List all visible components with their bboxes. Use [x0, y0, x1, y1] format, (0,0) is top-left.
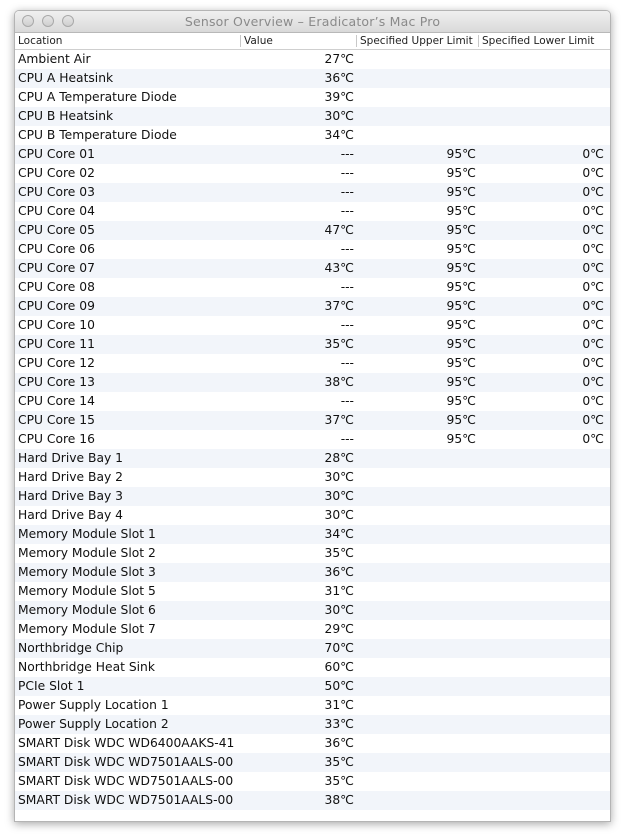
location-cell: Hard Drive Bay 2 [18, 470, 124, 484]
upper-limit-cell: 95℃ [446, 318, 476, 332]
value-cell: 37℃ [324, 413, 354, 427]
location-cell: SMART Disk WDC WD7501AALS-00 [18, 793, 234, 807]
table-row[interactable] [15, 772, 610, 791]
window-title: Sensor Overview – Eradicator’s Mac Pro [184, 14, 441, 29]
location-cell: Memory Module Slot 3 [18, 565, 156, 579]
table-row[interactable] [15, 240, 610, 259]
table-row[interactable] [15, 88, 610, 107]
value-cell: --- [340, 204, 354, 218]
value-cell: --- [340, 394, 354, 408]
value-cell: 30℃ [324, 508, 354, 522]
location-cell: CPU Core 06 [18, 242, 95, 256]
table-row[interactable] [15, 221, 610, 240]
lower-limit-cell: 0℃ [582, 166, 604, 180]
table-row[interactable] [15, 696, 610, 715]
value-cell: 36℃ [324, 71, 354, 85]
table-row[interactable] [15, 715, 610, 734]
lower-limit-cell: 0℃ [582, 280, 604, 294]
value-cell: 33℃ [324, 717, 354, 731]
value-cell: 31℃ [324, 584, 354, 598]
table-row[interactable] [15, 411, 610, 430]
table-row[interactable] [15, 544, 610, 563]
table-row[interactable] [15, 677, 610, 696]
table-row[interactable] [15, 392, 610, 411]
table-row[interactable] [15, 449, 610, 468]
table-row[interactable] [15, 50, 610, 69]
location-cell: SMART Disk WDC WD7501AALS-00 [18, 755, 234, 769]
upper-limit-cell: 95℃ [446, 432, 476, 446]
location-cell: CPU Core 09 [18, 299, 95, 313]
value-cell: 36℃ [324, 565, 354, 579]
value-cell: 29℃ [324, 622, 354, 636]
lower-limit-cell: 0℃ [582, 204, 604, 218]
value-cell: 43℃ [324, 261, 354, 275]
table-row[interactable] [15, 601, 610, 620]
location-cell: Hard Drive Bay 1 [18, 451, 124, 465]
table-row[interactable] [15, 354, 610, 373]
location-cell: CPU Core 03 [18, 185, 95, 199]
value-cell: 30℃ [324, 109, 354, 123]
value-cell: 28℃ [324, 451, 354, 465]
location-cell: CPU Core 16 [18, 432, 95, 446]
upper-limit-cell: 95℃ [446, 223, 476, 237]
location-cell: CPU Core 05 [18, 223, 95, 237]
location-cell: CPU Core 08 [18, 280, 95, 294]
upper-limit-cell: 95℃ [446, 337, 476, 351]
location-cell: CPU Core 12 [18, 356, 95, 370]
lower-limit-cell: 0℃ [582, 261, 604, 275]
table-row[interactable] [15, 753, 610, 772]
table-row[interactable] [15, 202, 610, 221]
table-row[interactable] [15, 639, 610, 658]
location-cell: CPU Core 01 [18, 147, 95, 161]
value-cell: --- [340, 185, 354, 199]
sensor-overview-window [14, 10, 611, 822]
value-cell: --- [340, 166, 354, 180]
value-cell: 35℃ [324, 337, 354, 351]
table-row[interactable] [15, 316, 610, 335]
value-cell: 30℃ [324, 470, 354, 484]
location-cell: Memory Module Slot 1 [18, 527, 156, 541]
location-cell: CPU Core 10 [18, 318, 95, 332]
value-cell: 35℃ [324, 755, 354, 769]
location-cell: CPU Core 04 [18, 204, 95, 218]
upper-limit-cell: 95℃ [446, 394, 476, 408]
upper-limit-cell: 95℃ [446, 375, 476, 389]
location-cell: CPU B Heatsink [18, 109, 114, 123]
table-row[interactable] [15, 145, 610, 164]
location-cell: Memory Module Slot 5 [18, 584, 156, 598]
value-cell: 35℃ [324, 774, 354, 788]
table-row[interactable] [15, 107, 610, 126]
location-cell: CPU Core 14 [18, 394, 95, 408]
location-cell: Memory Module Slot 7 [18, 622, 156, 636]
value-cell: 34℃ [324, 128, 354, 142]
lower-limit-cell: 0℃ [582, 394, 604, 408]
value-cell: --- [340, 432, 354, 446]
lower-limit-cell: 0℃ [582, 356, 604, 370]
table-row[interactable] [15, 278, 610, 297]
location-cell: CPU A Heatsink [18, 71, 114, 85]
upper-limit-cell: 95℃ [446, 242, 476, 256]
value-cell: 27℃ [324, 52, 354, 66]
table-row[interactable] [15, 335, 610, 354]
lower-limit-cell: 0℃ [582, 318, 604, 332]
value-cell: 30℃ [324, 603, 354, 617]
column-header-upper-limit[interactable]: Specified Upper Limit [360, 35, 473, 47]
table-row[interactable] [15, 69, 610, 88]
upper-limit-cell: 95℃ [446, 299, 476, 313]
location-cell: CPU Core 13 [18, 375, 95, 389]
upper-limit-cell: 95℃ [446, 261, 476, 275]
lower-limit-cell: 0℃ [582, 299, 604, 313]
value-cell: 38℃ [324, 793, 354, 807]
value-cell: 37℃ [324, 299, 354, 313]
sensor-table-body [15, 50, 610, 810]
table-row[interactable] [15, 259, 610, 278]
value-cell: 39℃ [324, 90, 354, 104]
table-row[interactable] [15, 297, 610, 316]
location-cell: CPU A Temperature Diode [18, 90, 177, 104]
table-row[interactable] [15, 506, 610, 525]
table-row[interactable] [15, 487, 610, 506]
lower-limit-cell: 0℃ [582, 337, 604, 351]
location-cell: Memory Module Slot 6 [18, 603, 156, 617]
lower-limit-cell: 0℃ [582, 432, 604, 446]
table-row[interactable] [15, 468, 610, 487]
location-cell: PCIe Slot 1 [18, 679, 85, 693]
value-cell: 70℃ [324, 641, 354, 655]
table-row[interactable] [15, 430, 610, 449]
location-cell: SMART Disk WDC WD6400AAKS-41 [18, 736, 235, 750]
location-cell: Northbridge Heat Sink [18, 660, 155, 674]
value-cell: --- [340, 147, 354, 161]
column-header-value[interactable]: Value [244, 35, 273, 47]
table-row[interactable] [15, 183, 610, 202]
lower-limit-cell: 0℃ [582, 413, 604, 427]
location-cell: CPU Core 15 [18, 413, 95, 427]
table-row[interactable] [15, 620, 610, 639]
table-row[interactable] [15, 791, 610, 810]
upper-limit-cell: 95℃ [446, 356, 476, 370]
location-cell: CPU Core 11 [18, 337, 95, 351]
upper-limit-cell: 95℃ [446, 413, 476, 427]
table-header [15, 33, 610, 50]
table-row[interactable] [15, 734, 610, 753]
table-row[interactable] [15, 525, 610, 544]
location-cell: Northbridge Chip [18, 641, 124, 655]
upper-limit-cell: 95℃ [446, 185, 476, 199]
lower-limit-cell: 0℃ [582, 147, 604, 161]
value-cell: 60℃ [324, 660, 354, 674]
value-cell: 47℃ [324, 223, 354, 237]
location-cell: Hard Drive Bay 3 [18, 489, 124, 503]
value-cell: --- [340, 318, 354, 332]
lower-limit-cell: 0℃ [582, 375, 604, 389]
value-cell: --- [340, 242, 354, 256]
value-cell: 30℃ [324, 489, 354, 503]
title-bar[interactable] [15, 11, 610, 33]
value-cell: 38℃ [324, 375, 354, 389]
upper-limit-cell: 95℃ [446, 147, 476, 161]
table-row[interactable] [15, 658, 610, 677]
location-cell: Power Supply Location 1 [18, 698, 169, 712]
table-row[interactable] [15, 563, 610, 582]
table-row[interactable] [15, 582, 610, 601]
location-cell: Hard Drive Bay 4 [18, 508, 124, 522]
value-cell: 34℃ [324, 527, 354, 541]
value-cell: 31℃ [324, 698, 354, 712]
table-row[interactable] [15, 164, 610, 183]
lower-limit-cell: 0℃ [582, 223, 604, 237]
value-cell: --- [340, 356, 354, 370]
column-header-location[interactable]: Location [18, 35, 63, 47]
location-cell: CPU Core 07 [18, 261, 95, 275]
table-row[interactable] [15, 373, 610, 392]
location-cell: Power Supply Location 2 [18, 717, 169, 731]
location-cell: Memory Module Slot 2 [18, 546, 156, 560]
value-cell: 36℃ [324, 736, 354, 750]
upper-limit-cell: 95℃ [446, 204, 476, 218]
lower-limit-cell: 0℃ [582, 242, 604, 256]
location-cell: CPU B Temperature Diode [18, 128, 177, 142]
upper-limit-cell: 95℃ [446, 280, 476, 294]
table-row[interactable] [15, 126, 610, 145]
location-cell: CPU Core 02 [18, 166, 95, 180]
value-cell: 35℃ [324, 546, 354, 560]
value-cell: --- [340, 280, 354, 294]
location-cell: SMART Disk WDC WD7501AALS-00 [18, 774, 234, 788]
upper-limit-cell: 95℃ [446, 166, 476, 180]
lower-limit-cell: 0℃ [582, 185, 604, 199]
column-header-lower-limit[interactable]: Specified Lower Limit [482, 35, 595, 47]
value-cell: 50℃ [324, 679, 354, 693]
location-cell: Ambient Air [18, 52, 91, 66]
